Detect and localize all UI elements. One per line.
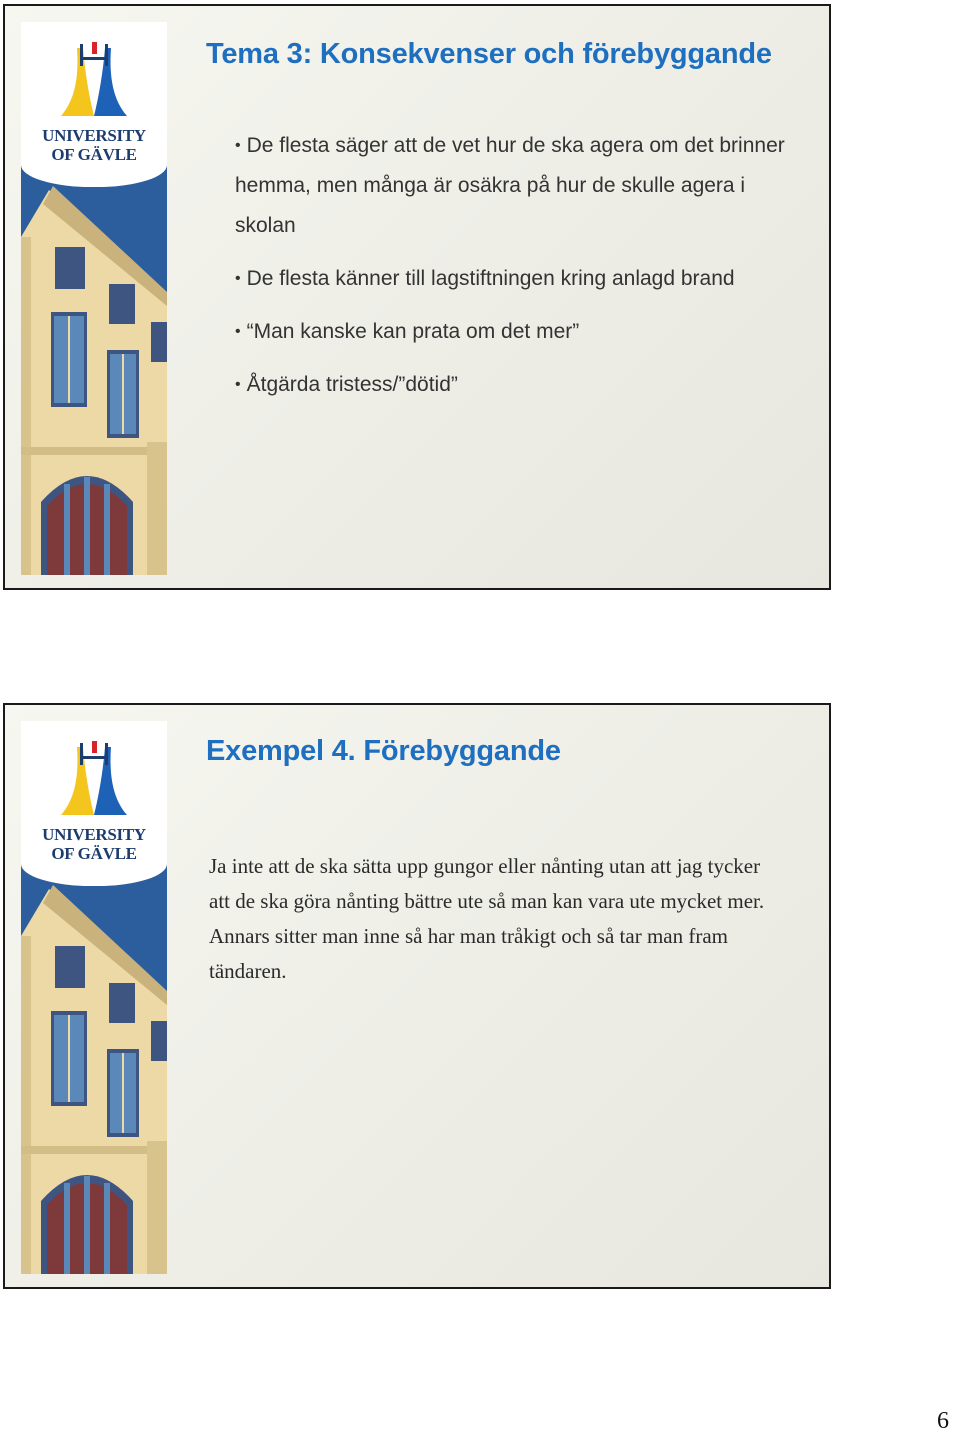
- bullet-item: • “Man kanske kan prata om det mer”: [235, 320, 580, 343]
- bullet-text: Åtgärda tristess/”dötid”: [246, 373, 458, 396]
- logo-mark-icon: [21, 721, 167, 821]
- university-side-panel: [21, 721, 167, 1274]
- university-logo: [21, 721, 167, 886]
- bullet-text: “Man kanske kan prata om det mer”: [246, 320, 580, 343]
- university-logo: [21, 22, 167, 187]
- bullet-item: • De flesta känner till lagstiftningen kring anlagd brand: [235, 267, 735, 290]
- bullet-text: De flesta känner till lagstiftningen kring anlagd brand: [246, 267, 735, 290]
- bullet-item: • Åtgärda tristess/”dötid”: [235, 373, 458, 396]
- slide-title: Tema 3: Konsekvenser och förebyggande: [206, 38, 772, 70]
- quote-paragraph: Ja inte att de ska sätta upp gungor eller nånting utan att jag tycker att de ska göra nånting bättre ute så man kan vara ute mycket mer. Annars sitter man inne så har man tråkigt och så tar man fram tändaren.: [209, 854, 765, 983]
- bullet-text: De flesta säger att de vet hur de ska agera om det brinner hemma, men många är osäkra på hur de skulle agera i skolan: [235, 134, 785, 237]
- bullet-item: • De flesta säger att de vet hur de ska agera om det brinner hemma, men många är osäkra på hur de skulle agera i skolan: [235, 134, 785, 237]
- logo-text-line-1: UNIVERSITY: [42, 126, 146, 145]
- university-side-panel: [21, 22, 167, 575]
- logo-text-line-1: UNIVERSITY: [42, 825, 146, 844]
- logo-text-line-2: OF GÄVLE: [51, 145, 137, 164]
- slide-title: Exempel 4. Förebyggande: [206, 735, 561, 767]
- page-number: 6: [937, 1408, 949, 1434]
- bullet-list: [235, 126, 795, 418]
- slide-2: [3, 703, 831, 1289]
- logo-mark-icon: [21, 22, 167, 122]
- slide-1: [3, 4, 831, 590]
- logo-text-line-2: OF GÄVLE: [51, 844, 137, 863]
